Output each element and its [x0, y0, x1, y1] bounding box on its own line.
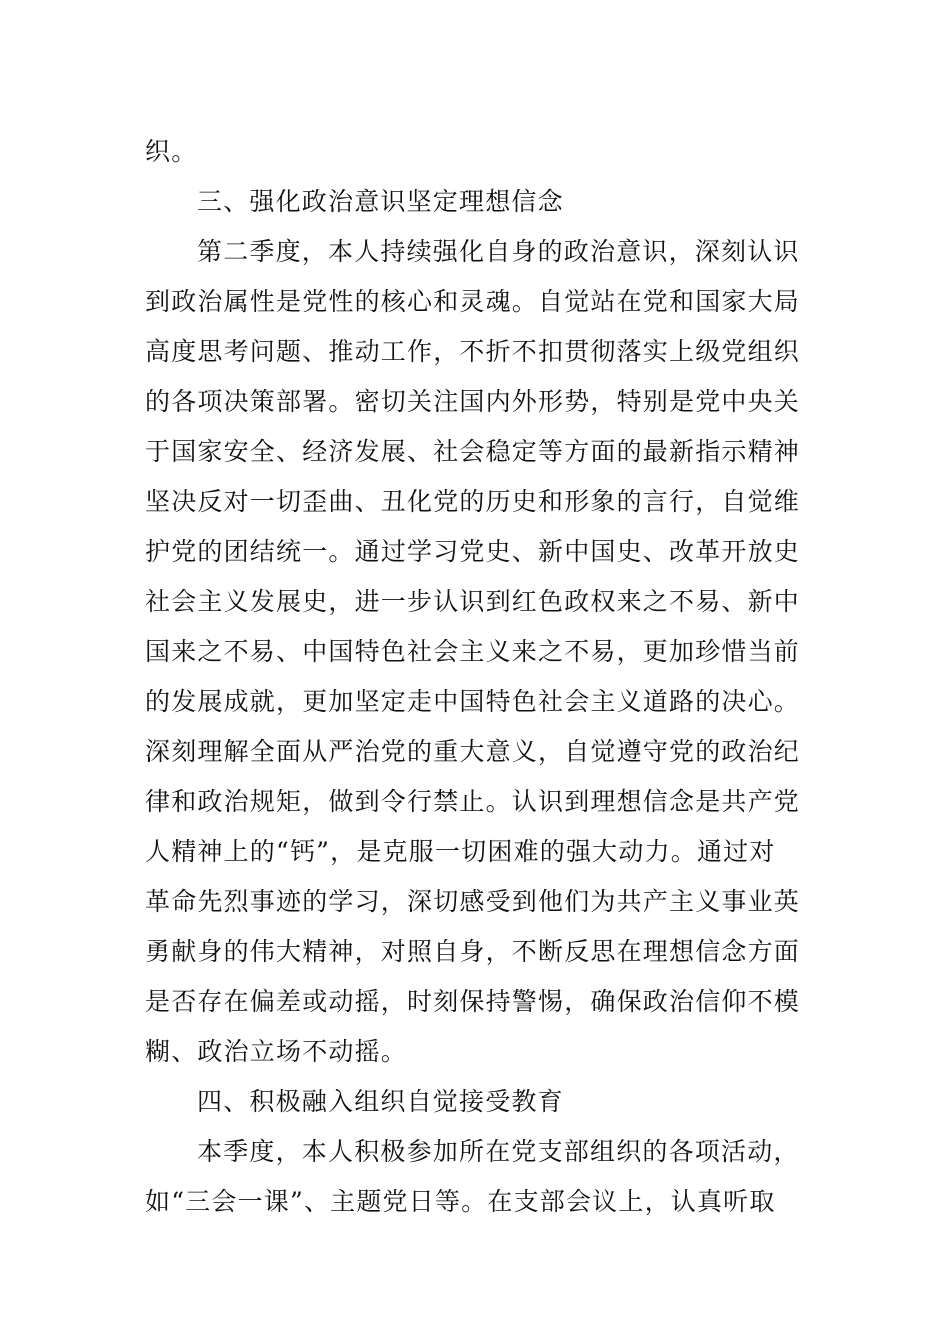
paragraph-start-line: 四、积极融入组织自觉接受教育	[197, 1087, 564, 1116]
text-line: 勇献身的伟大精神，对照自身，不断反思在理想信念方面	[145, 937, 801, 966]
text-line: 社会主义发展史，进一步认识到红色政权来之不易、新中	[145, 587, 801, 616]
paragraph-start-line: 三、强化政治意识坚定理想信念	[197, 187, 564, 216]
text-line: 的发展成就，更加坚定走中国特色社会主义道路的决心。	[145, 687, 801, 716]
text-line: 深刻理解全面从严治党的重大意义，自觉遵守党的政治纪	[145, 737, 801, 766]
text-line: 人精神上的“钙”，是克服一切困难的强大动力。通过对	[145, 837, 776, 866]
text-line: 国来之不易、中国特色社会主义来之不易，更加珍惜当前	[145, 637, 801, 666]
text-line: 糊、政治立场不动摇。	[145, 1037, 408, 1066]
text-line: 律和政治规矩，做到令行禁止。认识到理想信念是共产党	[145, 787, 801, 816]
paragraph-start-line: 第二季度，本人持续强化自身的政治意识，深刻认识	[197, 237, 800, 266]
text-line: 织。	[145, 137, 198, 166]
text-line: 到政治属性是党性的核心和灵魂。自觉站在党和国家大局	[145, 287, 801, 316]
text-line: 的各项决策部署。密切关注国内外形势，特别是党中央关	[145, 387, 801, 416]
text-line: 护党的团结统一。通过学习党史、新中国史、改革开放史	[145, 537, 801, 566]
paragraph-start-line: 本季度，本人积极参加所在党支部组织的各项活动，	[197, 1137, 800, 1166]
text-line: 革命先烈事迹的学习，深切感受到他们为共产主义事业英	[145, 887, 801, 916]
document-body	[145, 127, 805, 1227]
text-line: 高度思考问题、推动工作，不折不扣贯彻落实上级党组织	[145, 337, 801, 366]
text-line: 于国家安全、经济发展、社会稳定等方面的最新指示精神	[145, 437, 801, 466]
text-line: 如“三会一课”、主题党日等。在支部会议上，认真听取	[145, 1187, 776, 1216]
text-line: 是否存在偏差或动摇，时刻保持警惕，确保政治信仰不模	[145, 987, 801, 1016]
text-line: 坚决反对一切歪曲、丑化党的历史和形象的言行，自觉维	[145, 487, 801, 516]
